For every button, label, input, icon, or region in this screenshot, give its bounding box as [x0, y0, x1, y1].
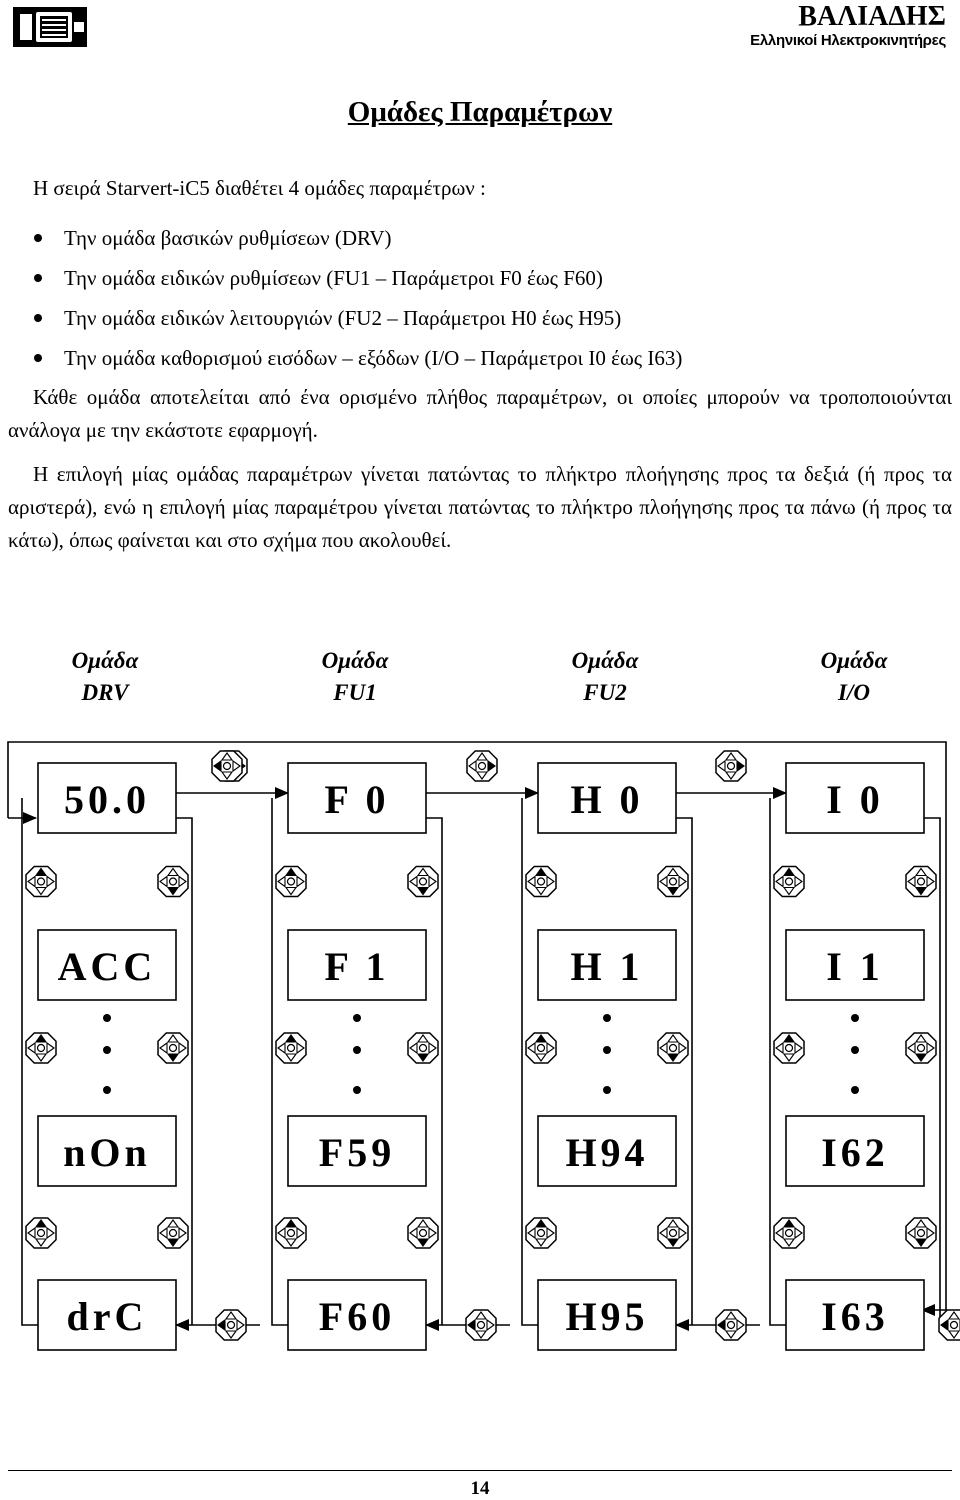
display-box [538, 1116, 676, 1186]
group-header-drv: Ομάδα DRV [71, 648, 139, 705]
nav-key-icon [276, 1033, 306, 1063]
group-header-fu1: Ομάδα FU1 [321, 648, 389, 705]
display-text: H94 [565, 1130, 649, 1175]
nav-key-icon [158, 867, 188, 897]
footer-rule [8, 1470, 952, 1471]
nav-key-icon [212, 751, 242, 781]
bullet-icon [34, 314, 42, 322]
display-box [288, 930, 426, 1000]
list-item: Την ομάδα ειδικών λειτουργιών (FU2 – Παράμετροι H0 έως H95) [34, 298, 682, 338]
dot-mark [603, 1086, 611, 1094]
bullet-icon [34, 274, 42, 282]
nav-key-icon [158, 1218, 188, 1248]
nav-key-icon [526, 867, 556, 897]
nav-key-icon [26, 867, 56, 897]
list-item: Την ομάδα καθορισμού εισόδων – εξόδων (I/O – Παράμετροι I0 έως I63) [34, 338, 682, 378]
display-box [38, 763, 176, 833]
nav-key-icon [216, 1310, 246, 1340]
display-text: H95 [565, 1294, 649, 1339]
display-text: I 0 [826, 777, 884, 822]
display-text: drC [66, 1294, 148, 1339]
display-box [538, 763, 676, 833]
display-box [38, 930, 176, 1000]
nav-key-icon [467, 751, 497, 781]
nav-key-icon [658, 867, 688, 897]
brand-name: ΒΑΛΙΑΔΗΣ [798, 1, 946, 32]
group-header-fu2: Ομάδα FU2 [571, 648, 639, 705]
paragraph: Η επιλογή μίας ομάδας παραμέτρων γίνεται πατώντας το πλήκτρο πλοήγησης προς τα δεξιά (ή προς τα αριστερά), ενώ η επιλογή μίας παραμέτρου γίνεται πατώντας το πλήκτρο πλοήγησης προς τα πάνω (ή προς τα κάτω), όπως φαίνεται και στο σχήμα που ακολουθεί. [8, 462, 952, 552]
display-text: F 0 [324, 777, 390, 822]
bullet-list [34, 218, 682, 378]
nav-key-icon [774, 1218, 804, 1248]
display-text: H 1 [570, 944, 644, 989]
nav-key-icon [26, 1033, 56, 1063]
display-text: I63 [821, 1294, 889, 1339]
dot-mark [103, 1086, 111, 1094]
display-text: I62 [821, 1130, 889, 1175]
display-box [38, 1280, 176, 1350]
bullet-icon [34, 354, 42, 362]
nav-key-icon [906, 1033, 936, 1063]
display-text: F 1 [324, 944, 390, 989]
dot-mark [103, 1046, 111, 1054]
display-box [288, 1116, 426, 1186]
list-item: Την ομάδα βασικών ρυθμίσεων (DRV) [34, 218, 682, 258]
nav-key-icon [906, 1218, 936, 1248]
display-box [538, 1280, 676, 1350]
dot-mark [353, 1014, 361, 1022]
display-text: I 1 [826, 944, 884, 989]
nav-key-icon [774, 867, 804, 897]
display-box [786, 1280, 924, 1350]
intro-text: Η σειρά Starvert-iC5 διαθέτει 4 ομάδες παραμέτρων : [33, 176, 486, 200]
display-text: H 0 [570, 777, 644, 822]
bullet-icon [34, 234, 42, 242]
paragraph: Κάθε ομάδα αποτελείται από ένα ορισμένο πλήθος παραμέτρων, οι οποίες μπορούν να τροποποιούνται ανάλογα με την εκάστοτε εφαρμογή. [8, 385, 952, 442]
dot-mark [603, 1014, 611, 1022]
dot-mark [353, 1086, 361, 1094]
nav-key-icon [466, 1310, 496, 1340]
dot-mark [353, 1046, 361, 1054]
nav-key-icon [774, 1033, 804, 1063]
continuation-dots [103, 1014, 859, 1094]
display-text: F60 [318, 1294, 396, 1339]
brand-subtitle: Ελληνικοί Ηλεκτροκινητήρες [750, 32, 946, 49]
nav-key-icon [716, 1310, 746, 1340]
brand-block [750, 2, 946, 50]
group-header-io: Ομάδα I/O [820, 648, 888, 705]
display-box [288, 1280, 426, 1350]
nav-key-icon [276, 1218, 306, 1248]
display-box [786, 930, 924, 1000]
display-text: nOn [63, 1130, 151, 1175]
display-text: F59 [318, 1130, 396, 1175]
list-item: Την ομάδα ειδικών ρυθμίσεων (FU1 – Παράμετροι F0 έως F60) [34, 258, 682, 298]
dot-mark [851, 1086, 859, 1094]
page-title: Ομάδες Παραμέτρων [347, 96, 613, 128]
display-box [38, 1116, 176, 1186]
nav-key-icons [26, 751, 960, 1340]
navigation-diagram [0, 730, 960, 1450]
nav-key-icon [26, 1218, 56, 1248]
dot-mark [603, 1046, 611, 1054]
nav-key-icon [658, 1218, 688, 1248]
motor-logo-icon [12, 6, 88, 48]
nav-key-icon [716, 751, 746, 781]
display-text: 50.0 [64, 777, 150, 822]
nav-key-icon [408, 1033, 438, 1063]
display-text: ACC [57, 944, 157, 989]
nav-key-icon [658, 1033, 688, 1063]
nav-key-icon [158, 1033, 188, 1063]
nav-key-icon [526, 1218, 556, 1248]
page-number: 14 [470, 1478, 490, 1499]
display-box [288, 763, 426, 833]
nav-key-icon [939, 1310, 960, 1340]
dot-mark [103, 1014, 111, 1022]
dot-mark [851, 1014, 859, 1022]
nav-key-icon [408, 1218, 438, 1248]
dot-mark [851, 1046, 859, 1054]
nav-key-icon [276, 867, 306, 897]
display-box [538, 930, 676, 1000]
nav-key-icon [526, 1033, 556, 1063]
display-box [786, 1116, 924, 1186]
nav-key-icon [906, 867, 936, 897]
nav-key-icon [408, 867, 438, 897]
display-box [786, 763, 924, 833]
